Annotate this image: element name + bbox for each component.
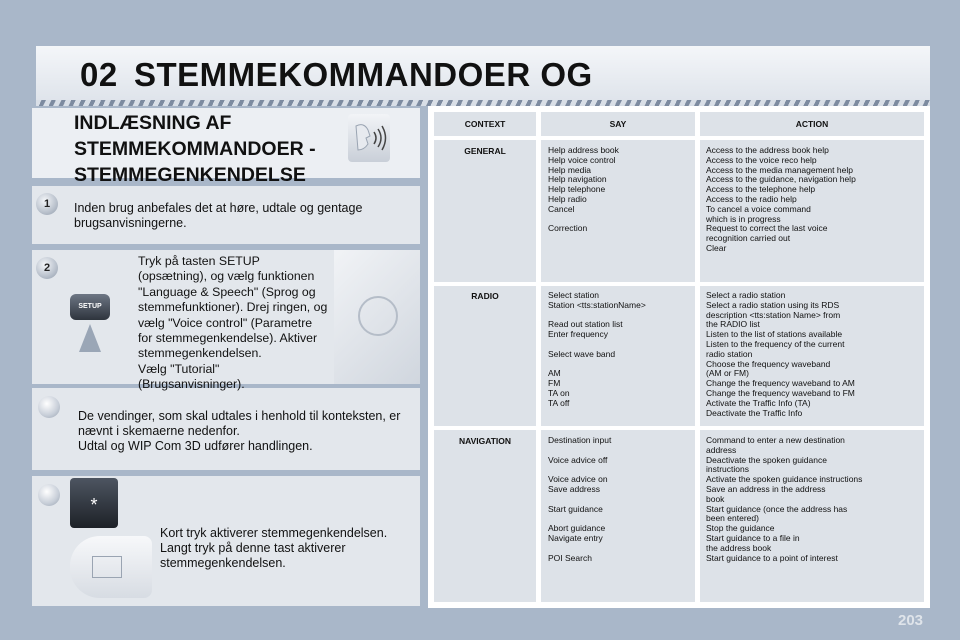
context-navigation: NAVIGATION [458, 436, 512, 446]
step2-line: "Language & Speech" (Sprog og [138, 284, 316, 299]
table-cell [434, 140, 536, 282]
section-title-line: INDLÆSNING AF [74, 112, 232, 134]
list-item: Help voice control [548, 154, 616, 165]
step2-line: vælg "Voice control" (Parametre [138, 315, 313, 330]
step-number-badge: 1 [36, 193, 58, 215]
list-item: Navigate entry [548, 532, 603, 543]
say-list-general [548, 146, 694, 234]
list-item: Save address [548, 483, 600, 494]
list-item: Stop the guidance [706, 523, 775, 534]
list-item: book [706, 493, 725, 504]
list-item: Start guidance to a file in [706, 532, 800, 543]
list-item: description <tts:station Name> from [706, 309, 841, 320]
radio-unit-image [334, 250, 420, 384]
step2-line: (Brugsanvisninger). [138, 377, 245, 392]
setup-button: SETUP [70, 294, 110, 320]
context-radio: RADIO [471, 291, 499, 301]
list-item: Cancel [548, 203, 575, 214]
chapter-number: 02 [80, 56, 118, 93]
stalk-button-icon [92, 556, 122, 578]
list-item: Select station [548, 290, 600, 300]
list-item: which is in progress [706, 213, 781, 224]
list-item: FM [548, 378, 561, 389]
list-item: Enter frequency [548, 329, 609, 340]
lightbulb-icon [38, 396, 60, 418]
list-item: Access to the telephone help [706, 184, 816, 195]
list-item: Activate the spoken guidance instructions [706, 474, 863, 485]
list-item: TA on [548, 387, 570, 398]
list-item: Listen to the frequency of the current [706, 338, 845, 349]
list-item: instructions [706, 464, 749, 475]
say-list-navigation [548, 436, 694, 563]
list-item: AM [548, 368, 561, 379]
step2-line: Vælg "Tutorial" [138, 361, 220, 376]
step2-line: Tryk på tasten SETUP [138, 254, 260, 268]
list-item: Access to the media management help [706, 164, 853, 175]
list-item: Request to correct the last voice [706, 223, 828, 234]
list-item: Destination input [548, 435, 612, 445]
list-item: been entered) [706, 513, 759, 524]
list-item: Help telephone [548, 184, 606, 195]
list-item: Access to the radio help [706, 193, 797, 204]
steering-stalk-image [70, 536, 152, 598]
list-item: Deactivate the Traffic Info [706, 407, 803, 418]
list-item: Choose the frequency waveband [706, 358, 831, 369]
list-item: Help radio [548, 193, 587, 204]
say-list-radio [548, 291, 694, 409]
table-cell [434, 286, 536, 426]
step-number-badge: 2 [36, 257, 58, 279]
list-item: Help navigation [548, 174, 607, 185]
list-item: radio station [706, 348, 753, 359]
step2-line: stemmefunktioner). Drej ringen, og [138, 300, 328, 315]
tip2-text [160, 526, 410, 571]
tip1-line: De vendinger, som skal udtales i henhold til konteksten, er [78, 409, 401, 423]
table-cell [434, 430, 536, 602]
tip1-line: nævnt i skemaerne nedenfor. [78, 424, 240, 438]
section-title-line: STEMMEKOMMANDOER - [74, 138, 316, 160]
step2-line: (opsætning), og vælg funktionen [138, 269, 315, 284]
chapter-title: STEMMEKOMMANDOER OG [134, 56, 593, 93]
list-item: Start guidance to a point of interest [706, 552, 838, 563]
column-header-context: CONTEXT [464, 119, 506, 129]
list-item: Correction [548, 223, 588, 234]
list-item: Start guidance (once the address has [706, 503, 848, 514]
tip1-line: Udtal og WIP Com 3D udfører handlingen. [78, 439, 313, 453]
list-item: the RADIO list [706, 319, 760, 330]
list-item: address [706, 444, 737, 455]
section-title [74, 110, 344, 188]
step2-line: stemmegenkendelsen. [138, 346, 262, 361]
list-item: POI Search [548, 552, 592, 563]
list-item: Start guidance [548, 503, 603, 514]
list-item: Read out station list [548, 319, 623, 330]
action-list-navigation [706, 436, 922, 563]
action-list-radio [706, 291, 922, 418]
list-item: Voice advice off [548, 454, 608, 465]
arrow-up-icon [79, 324, 101, 352]
list-item: Access to the address book help [706, 145, 829, 155]
list-item: the address book [706, 542, 772, 553]
list-item: Listen to the list of stations available [706, 329, 843, 340]
list-item: Abort guidance [548, 523, 606, 534]
list-item: Command to enter a new destination [706, 435, 845, 445]
list-item: Activate the Traffic Info (TA) [706, 397, 811, 408]
list-item: (AM or FM) [706, 368, 749, 379]
list-item: Deactivate the spoken guidance [706, 454, 827, 465]
voice-speaking-icon [348, 114, 390, 162]
list-item: Station <tts:stationName> [548, 299, 646, 310]
list-item: Help address book [548, 145, 619, 155]
list-item: Change the frequency waveband to AM [706, 378, 855, 389]
context-general: GENERAL [464, 146, 506, 156]
list-item: recognition carried out [706, 233, 791, 244]
list-item: Help media [548, 164, 591, 175]
list-item [548, 360, 694, 370]
step1-text: Inden brug anbefales det at høre, udtale og gentage brugsanvisningerne. [74, 201, 363, 230]
step2-text [138, 254, 328, 393]
list-item: Voice advice on [548, 474, 608, 485]
list-item: To cancel a voice command [706, 203, 811, 214]
column-header-say: SAY [609, 119, 627, 129]
tip2-line: Langt tryk på denne tast aktiverer [160, 541, 346, 555]
section-title-line: STEMMEGENKENDELSE [74, 164, 306, 186]
action-list-general [706, 146, 922, 254]
tip2-line: stemmegenkendelsen. [160, 556, 286, 570]
star-key-image: * [70, 478, 118, 528]
list-item: Access to the guidance, navigation help [706, 174, 856, 185]
list-item: Change the frequency waveband to FM [706, 387, 855, 398]
list-item: Access to the voice reco help [706, 154, 817, 165]
tip1-text [78, 409, 414, 454]
list-item: Select a radio station using its RDS [706, 299, 840, 310]
tip2-line: Kort tryk aktiverer stemmegenkendelsen. [160, 526, 388, 540]
list-item: Select a radio station [706, 290, 786, 300]
step2-line: for stemmegenkendelse). Aktiver [138, 331, 318, 346]
list-item: Select wave band [548, 348, 616, 359]
list-item: Save an address in the address [706, 483, 826, 494]
page-number: 203 [898, 612, 924, 629]
chapter-header [36, 46, 930, 100]
list-item: Clear [706, 242, 727, 253]
list-item: TA off [548, 397, 570, 408]
lightbulb-icon [38, 484, 60, 506]
radio-knob-icon [358, 296, 398, 336]
column-header-action: ACTION [795, 119, 829, 129]
